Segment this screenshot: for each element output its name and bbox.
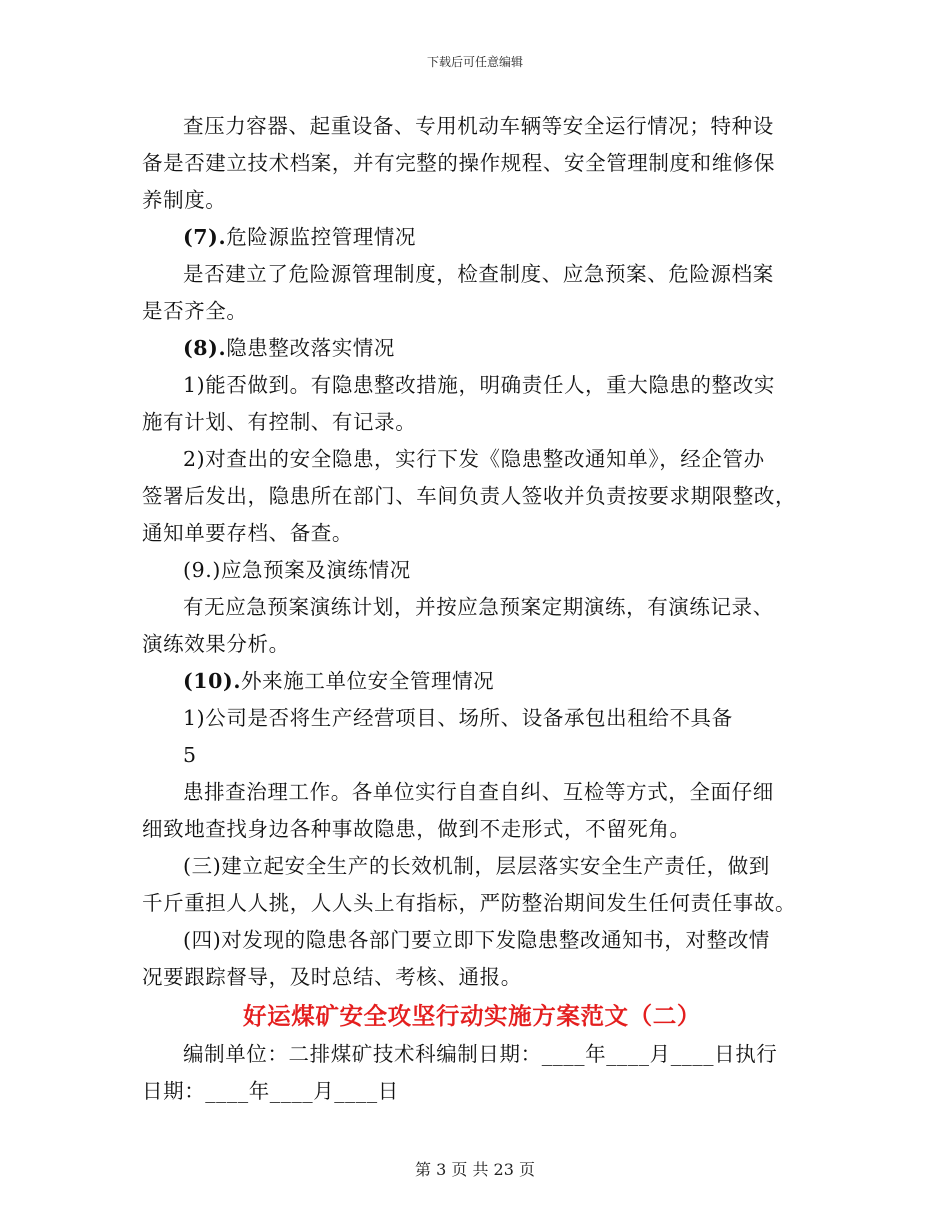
- text-line: [142, 145, 802, 182]
- item-number: (7).: [183, 225, 227, 249]
- text-line: [142, 700, 802, 737]
- line-text: 患排查治理工作。各单位实行自查自纠、互检等方式，全面仔细: [183, 780, 774, 804]
- text-line: [142, 774, 802, 811]
- line-text: 备是否建立技术档案，并有完整的操作规程、安全管理制度和维修保: [142, 151, 775, 175]
- line-text: 施有计划、有控制、有记录。: [142, 410, 417, 434]
- line-text: 危险源监控管理情况: [226, 225, 417, 249]
- text-line: [142, 1073, 802, 1110]
- text-line: [142, 811, 802, 848]
- line-text: 1)能否做到。有隐患整改措施，明确责任人，重大隐患的整改实: [183, 373, 775, 397]
- text-line: [142, 589, 802, 626]
- text-line: [142, 293, 802, 330]
- line-text: 查压力容器、起重设备、专用机动车辆等安全运行情况；特种设: [183, 114, 774, 138]
- line-text: (9.)应急预案及演练情况: [183, 558, 411, 582]
- text-line: [142, 256, 802, 293]
- line-text: 千斤重担人人挑，人人头上有指标，严防整治期间发生任何责任事故。: [142, 891, 797, 915]
- text-line: [142, 737, 802, 774]
- text-line: [142, 108, 802, 145]
- body-lines: [142, 108, 802, 996]
- text-line: [142, 885, 802, 922]
- line-text: 1)公司是否将生产经营项目、场所、设备承包出租给不具备: [183, 706, 733, 730]
- item-number: (10).: [183, 669, 242, 693]
- line-text: 通知单要存档、备查。: [142, 521, 353, 545]
- text-line: [142, 922, 802, 959]
- item-number: (8).: [183, 336, 227, 360]
- line-text: 2)对查出的安全隐患，实行下发《隐患整改通知单》，经企管办: [183, 447, 765, 471]
- line-text: 外来施工单位安全管理情况: [241, 669, 495, 693]
- text-line: [142, 367, 802, 404]
- line-text: 编制单位：二排煤矿技术科编制日期：____年____月____日执行: [183, 1042, 778, 1066]
- meta-lines: [142, 1036, 802, 1110]
- text-line: [142, 404, 802, 441]
- line-text: 演练效果分析。: [142, 632, 290, 656]
- text-line: [142, 182, 802, 219]
- line-text: 有无应急预案演练计划，并按应急预案定期演练，有演练记录、: [183, 595, 774, 619]
- page-footer: 第 3 页 共 23 页: [415, 1160, 535, 1179]
- document-body: [142, 108, 802, 1110]
- text-line: [142, 219, 802, 256]
- line-text: (三)建立起安全生产的长效机制，层层落实安全生产责任，做到: [183, 854, 770, 878]
- text-line: [142, 552, 802, 589]
- line-text: 况要跟踪督导，及时总结、考核、通报。: [142, 965, 522, 989]
- line-text: 日期：____年____月____日: [142, 1079, 399, 1103]
- line-text: 细致地查找身边各种事故隐患，做到不走形式，不留死角。: [142, 817, 691, 841]
- line-text: (四)对发现的隐患各部门要立即下发隐患整改通知书，对整改情: [183, 928, 770, 952]
- text-line: [142, 441, 802, 478]
- text-line: [142, 478, 802, 515]
- line-text: 是否齐全。: [142, 299, 248, 323]
- page-header: 下载后可任意编辑: [426, 55, 523, 69]
- text-line: [142, 959, 802, 996]
- text-line: [142, 515, 802, 552]
- line-text: 5: [183, 743, 197, 767]
- line-text: 是否建立了危险源管理制度，检查制度、应急预案、危险源档案: [183, 262, 774, 286]
- text-line: [142, 848, 802, 885]
- line-text: 养制度。: [142, 188, 227, 212]
- text-line: [142, 330, 802, 367]
- section-title: 好运煤矿安全攻坚行动实施方案范文（二）: [243, 1002, 701, 1030]
- text-line: [142, 663, 802, 700]
- line-text: 签署后发出，隐患所在部门、车间负责人签收并负责按要求期限整改，: [142, 484, 797, 508]
- text-line: [142, 1036, 802, 1073]
- text-line: [142, 626, 802, 663]
- line-text: 隐患整改落实情况: [226, 336, 396, 360]
